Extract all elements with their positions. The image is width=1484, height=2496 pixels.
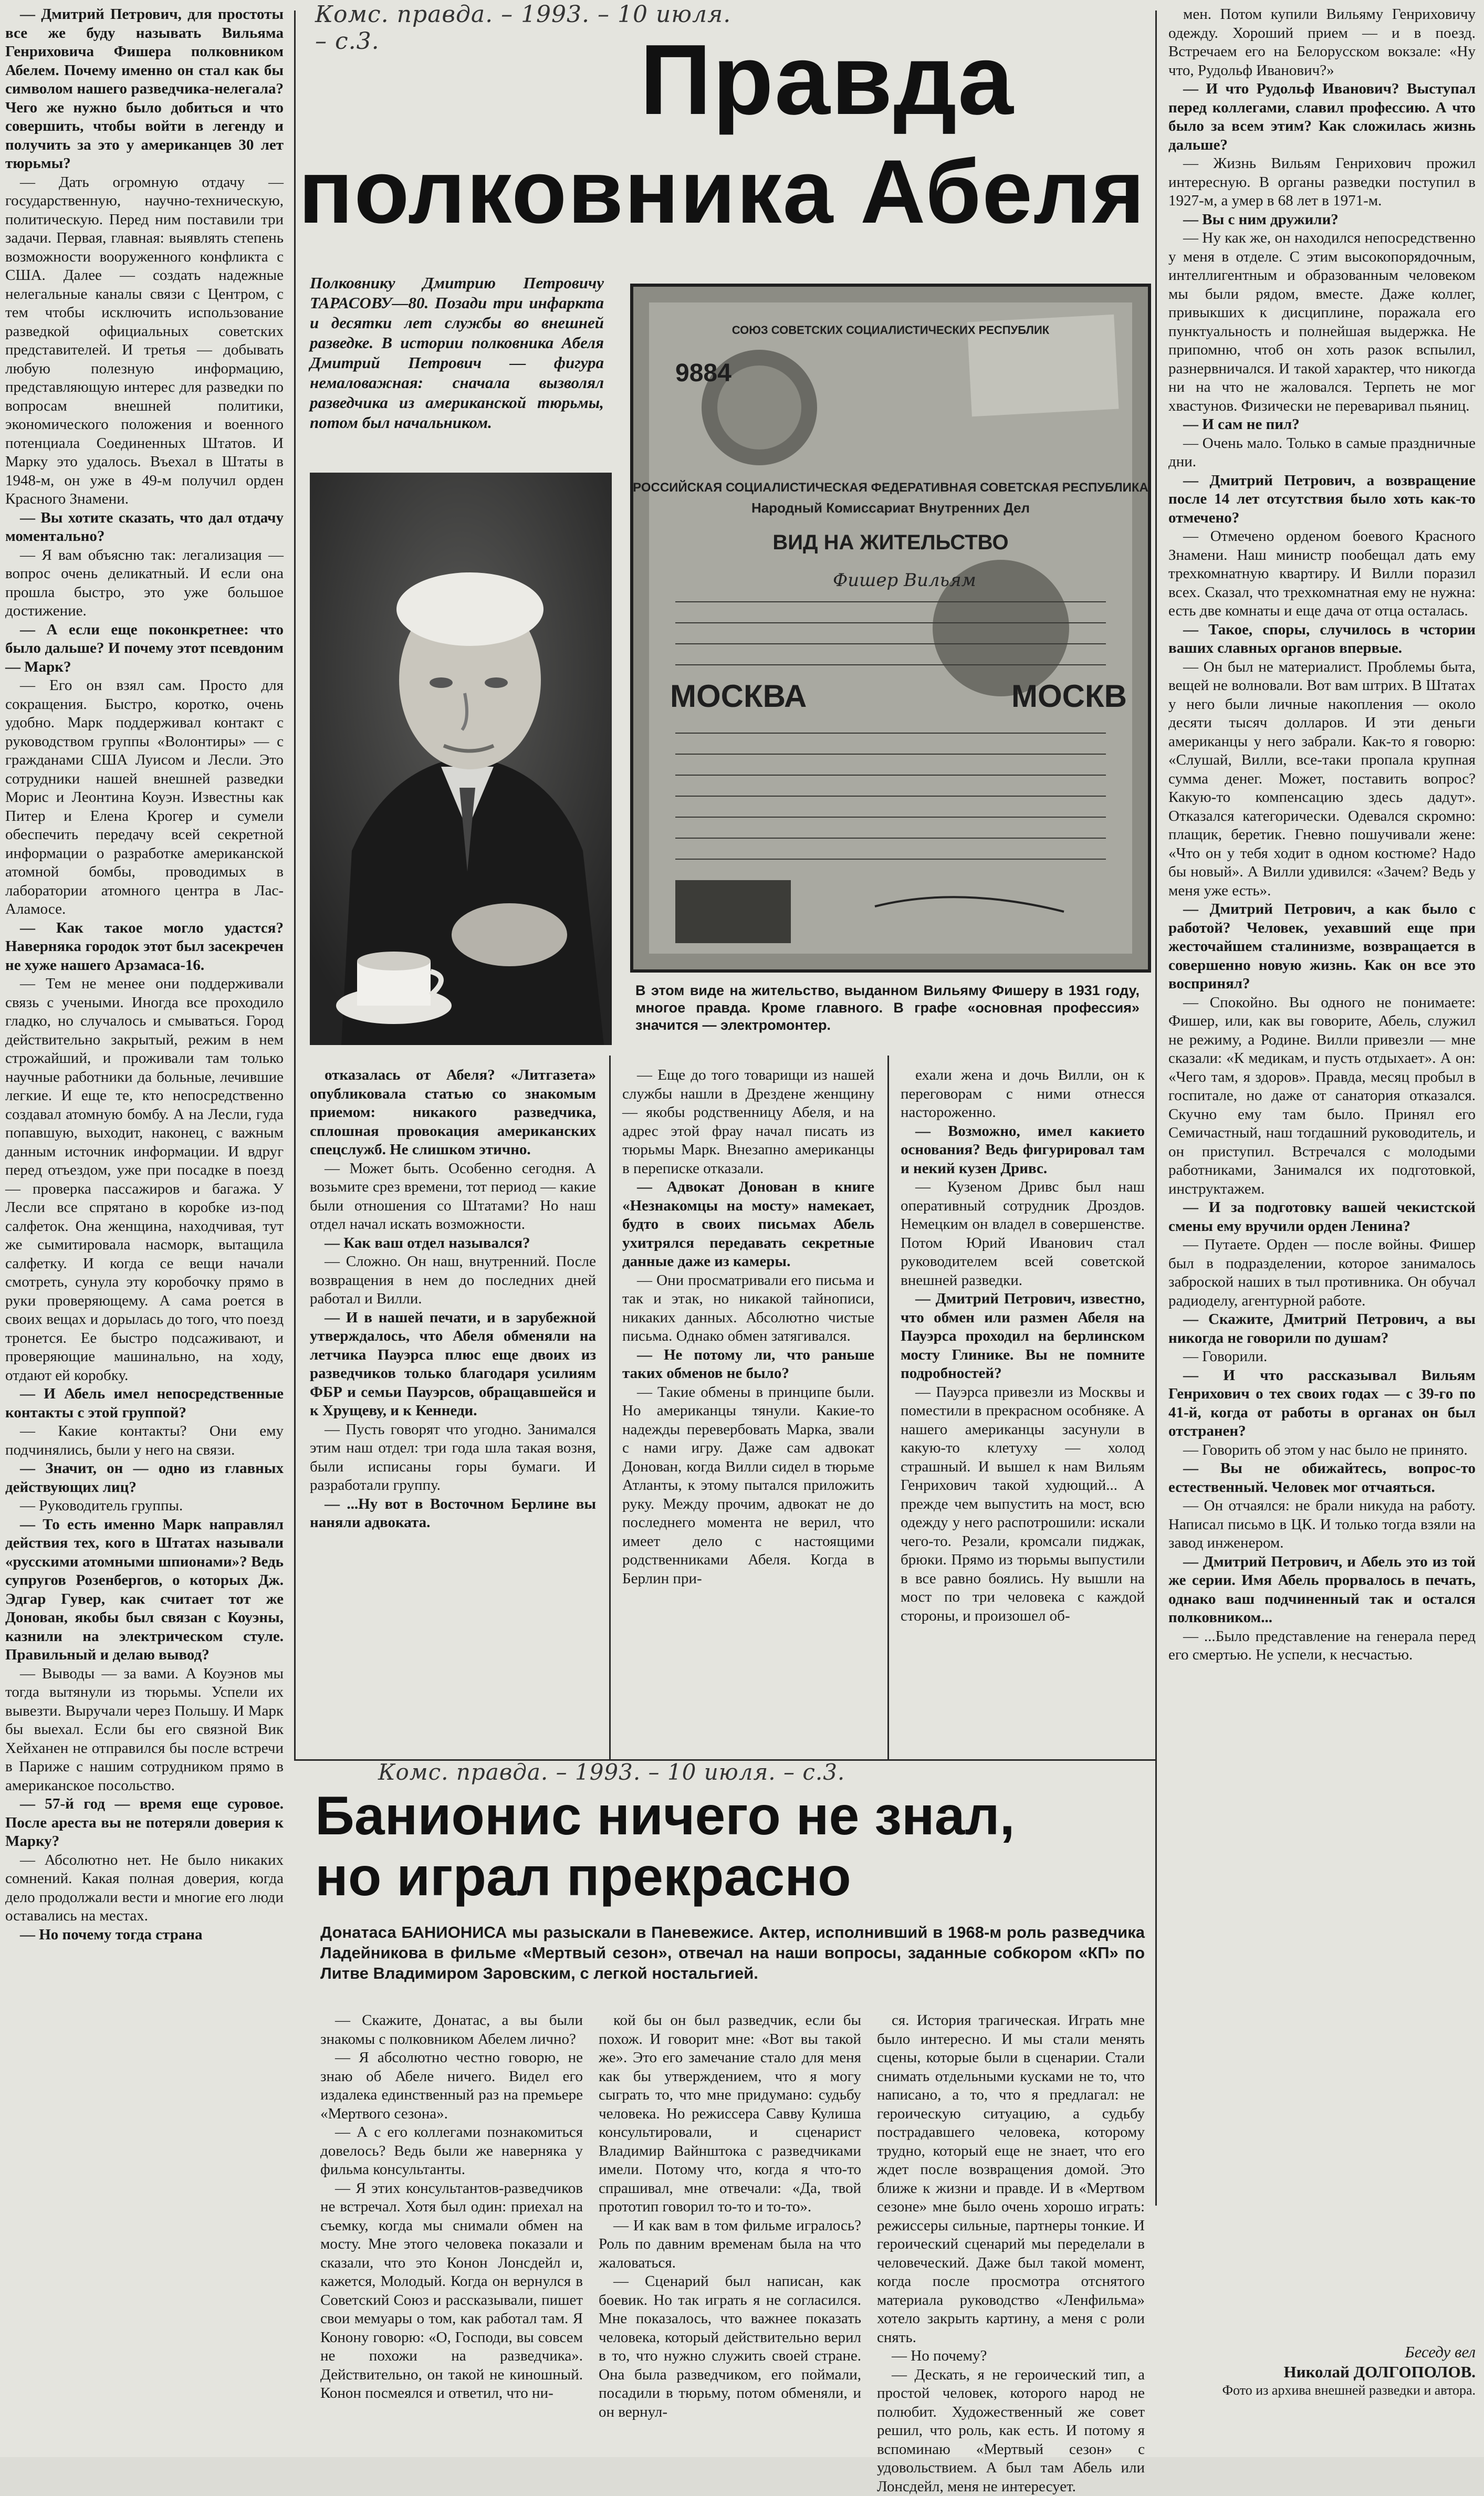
paragraph: — Пусть говорят что угодно. Занимался этим наш отдел: три года шла такая возня, были исписаны горы бумаги. И разработали группу. <box>310 1421 596 1495</box>
paragraph: — Как такое могло удастся? Наверняка городок этот был засекречен не хуже нашего Арзамаса-16. <box>5 919 284 975</box>
column-divider-3 <box>887 1056 889 1759</box>
paragraph: — И в нашей печати, и в зарубежной утверждалось, что Абеля обменяли на летчика Пауэрса плюс еще двоих из разведчиков только благодаря усилиям ФБР и семьи Пауэрсов, обращавшейся и к Хрущеву, и к Кеннеди. <box>310 1309 596 1421</box>
signature-line1: Беседу вел <box>1168 2342 1476 2362</box>
paragraph: — Пауэрса привезли из Москвы и поместили в прекрасном особняке. А нашего американцы засунули в какую-то клетуху — холод страшный. И вышел к нам Вильям Генрихович такой худющий... А прежде чем выпустить на мост, всю одежду у него распотрошили: искали чего-то. Резали, кромсали пиджак, брюки. Прямо из тюрьмы выпустили в все равно боялись. Ну вышли на мост по три человека с каждой стороны, и произошел об- <box>901 1383 1145 1626</box>
article2-column-1 <box>320 2011 583 2452</box>
paragraph: — Жизнь Вильям Генрихович прожил интересную. В органы разведки поступил в 1927-м, а умер в 68 лет в 1971-м. <box>1168 154 1476 211</box>
article1-column-2 <box>310 1066 596 1749</box>
paragraph: — Какие контакты? Они ему подчинялись, были у него на связи. <box>5 1422 284 1459</box>
article2-column-3 <box>877 2011 1145 2452</box>
paragraph: — Как ваш отдел назывался? <box>310 1234 596 1253</box>
paragraph: — Но почему тогда страна <box>5 1926 284 1945</box>
paragraph: — Может быть. Особенно сегодня. А возьмите срез времени, тот период — какие были отношения со Штатами? Но наш отдел начал искать возможности. <box>310 1160 596 1234</box>
article2-column-3-text <box>877 2011 1145 2496</box>
paragraph: — Сложно. Он наш, внутренний. После возвращения в нем до последних дней работал и Вилли. <box>310 1252 596 1309</box>
doc-city-text: МОСКВА <box>670 678 807 714</box>
column-1-text <box>5 5 284 1944</box>
article2-column-2 <box>599 2011 861 2452</box>
paragraph: — Руководитель группы. <box>5 1497 284 1516</box>
paragraph: — Дмитрий Петрович, и Абель это из той же серии. Имя Абель прорвалось в печать, однако ваш подчиненный так и остался полковником... <box>1168 1553 1476 1627</box>
paragraph: — Вы не обижайтесь, вопрос-то естественный. Человек мог отчаяться. <box>1168 1459 1476 1497</box>
column-2-text <box>310 1066 596 1532</box>
paragraph: — И за подготовку вашей чекистской смены ему вручили орден Ленина? <box>1168 1198 1476 1236</box>
paragraph: — Говорить об этом у нас было не принято. <box>1168 1441 1476 1460</box>
signature-line2: Николай ДОЛГОПОЛОВ. <box>1168 2362 1476 2382</box>
paragraph: — Говорили. <box>1168 1348 1476 1366</box>
author-signature <box>1168 2342 1476 2399</box>
article1-intro: Полковнику Дмитрию Петровичу ТАРАСОВУ—80. Позади три инфаркта и десятки лет службы во внешней разведке. В истории полковника Абеля Дмитрий Петрович — фигура немаловажная: сначала вызволял разведчика из американской тюрьмы, потом был начальником. <box>310 273 604 433</box>
paragraph: — Дмитрий Петрович, а возвращение после 14 лет отсутствия было хоть как-то отмечено? <box>1168 472 1476 528</box>
paragraph: — 57-й год — время еще суровое. После ареста вы не потеряли доверия к Марку? <box>5 1795 284 1851</box>
paragraph: — Не потому ли, что раньше таких обменов не было? <box>622 1346 874 1383</box>
doc-name-text: Фишер Вильям <box>833 570 976 591</box>
paragraph: — Дмитрий Петрович, известно, что обмен или размен Абеля на Пауэрса проходил на берлинском мосту Глинике. Вы не помните подробностей? <box>901 1290 1145 1383</box>
paragraph: — Спокойно. Вы одного не понимаете: Фишер, или, как вы говорите, Абель, служил не режиму, а Родине. Вилли привезли — мне сказали: «К медикам, и пусть отдыхает». А он: «Чего там, я здоров». Правда, месяц пробыл в госпитале, но даже от санатория отказался. Скучно ему там было. Принял его Семичастный, наш тогдашний руководитель, и он приступил. Встречался с молодыми работниками, Занимался их подготовкой, инструктажем. <box>1168 994 1476 1199</box>
paragraph: — Такое, споры, случилось в чстории ваших славных органов впервые. <box>1168 621 1476 658</box>
residence-permit-document <box>630 284 1151 973</box>
article2-column-1-text <box>320 2011 583 2403</box>
paragraph: — И сам не пил? <box>1168 415 1476 434</box>
paragraph: — Сценарий был написан, как боевик. Но так играть я не согласился. Мне показалось, что важнее показать человека, который действительно верил в то, что нужно служить своей стране. Она была разведчиком, его поймали, посадили в тюрьму, потом обменяли, и он вернул- <box>599 2272 861 2421</box>
portrait-photo <box>310 473 612 1045</box>
article2-headline-line2: но играл прекрасно <box>315 1846 1145 1907</box>
paragraph: — Дать огромную отдачу — государственную, научно-техническую, политическую. Перед ним поставили три задачи. Первая, главная: выявлять степень возможности вооруженного конфликта с США. Далее — создать надежные нелегальные каналы связи с Центром, с тем чтобы исключить использование разведкой официальных советских представителей. И третья — добывать любую полезную информацию, представляющую интерес для разведки по вопросам внешней политики, экономического положения и военного потенциала Соединенных Штатов. И Марку это удалось. Въехал в Штаты в 1948-м, он уже в 49-м получил орден Красного Знамени. <box>5 173 284 509</box>
paragraph: — И как вам в том фильме игралось? Роль по давним временам была на что жаловаться. <box>599 2217 861 2273</box>
handwritten-note-top: Комс. правда. – 1993. – 10 июля. – с.3. <box>315 1 746 55</box>
paragraph: — Выводы — за вами. А Коуэнов мы тогда вытянули из тюрьмы. Успели их вывезти. Выручали через Польшу. И Марк бы выехал. Если бы его связной Вик Хейханен не отправился бы после встречи в Париже с нашим сотрудником прямо в американское посольство. <box>5 1665 284 1795</box>
doc-union-text: СОЮЗ СОВЕТСКИХ СОЦИАЛИСТИЧЕСКИХ РЕСПУБЛИК <box>732 323 1050 337</box>
doc-republic-text: РОССИЙСКАЯ СОЦИАЛИСТИЧЕСКАЯ ФЕДЕРАТИВНАЯ СОВЕТСКАЯ РЕСПУБЛИКА <box>633 480 1148 495</box>
paragraph: — Абсолютно нет. Не было никаких сомнений. Какая полная доверия, когда дело продолжали вести и многие его люди оставались на местах. <box>5 1851 284 1926</box>
paragraph: — И что Рудольф Иванович? Выступал перед коллегами, славил профессию. А что было за всем этим? Как сложилась жизнь дальше? <box>1168 80 1476 154</box>
paragraph: — Я вам объясню так: легализация — вопрос очень деликатный. И если она прошла быстро, это уже большое достижение. <box>5 546 284 621</box>
paragraph: ся. История трагическая. Играть мне было интересно. И мы стали менять сцены, которые были в сценарии. Стали снимать отдельными кусками не то, что написано, а то, что я предлагал: не героическую ситуацию, а судьбу пострадавшего человека, которому трудно, который еще не знает, что его ждет после возвращения домой. Это ближе к жизни и правде. И в «Мертвом сезоне» мне было очень хорошо играть: режиссеры сильные, партнеры тонкие. И героический сценарий мы переделали в человеческий. Даже был такой момент, когда после просмотра отснятого материала руководство «Ленфильма» хотело закрыть картину, а меня с роли снять. <box>877 2011 1145 2347</box>
column-3-text <box>622 1066 874 1588</box>
paragraph: отказалась от Абеля? «Литгазета» опубликовала статью со знакомым приемом: никакого разведчика, сплошная провокация американских спецслужб. Не слишком этично. <box>310 1066 596 1160</box>
article2-headline-line1: Банионис ничего не знал, <box>315 1785 1145 1846</box>
article1-column-3 <box>622 1066 874 1749</box>
doc-commissariat-text: Народный Комиссариат Внутренних Дел <box>751 500 1030 516</box>
paragraph: — Я этих консультантов-разведчиков не встречал. Хотя был один: приехал на съемку, когда мы снимали обмен на мосту. Мне этого человека показали и сказали, что это Конон Лонсдейл и, кажется, Молодый. Когда он вернулся в Советский Союз и рассказывали, пишет свои мемуары о том, как работал там. Я Конону говорю: «О, Господи, вы совсем не похожи на разведчика». Действительно, он такой не киношный. Конон посмеялся и ответил, что ни- <box>320 2179 583 2403</box>
paragraph: — Дмитрий Петрович, а как было с работой? Человек, уехавший еще при жесточайшем сталинизме, возвращается в совершенно новую жизнь. Как он все это воспринял? <box>1168 900 1476 994</box>
paragraph: — Путаете. Орден — после войны. Фишер был в подразделении, которое занималось заброской наших в тыл противника. Он обучал радиоделу, агентурной работе. <box>1168 1236 1476 1310</box>
residence-permit-illustration <box>633 287 1148 969</box>
article1-column-1 <box>5 5 284 2452</box>
column-5-text <box>1168 5 1476 1665</box>
column-divider-1 <box>294 11 296 1759</box>
doc-city2-text: МОСКВ <box>1011 678 1127 714</box>
doc-number-text: 9884 <box>675 359 731 387</box>
column-4-text <box>901 1066 1145 1625</box>
paragraph: — Отмечено орденом боевого Красного Знамени. Наш министр пообещал дать ему трехкомнатную квартиру. И Вилли поразил всех. Сказал, что трехкомнатная ему не нужна: есть две комнаты и еще дача от отца осталась. <box>1168 527 1476 621</box>
paragraph: — Он был не материалист. Проблемы быта, вещей не волновали. Вот вам штрих. В Штатах у него были личные накопления — около десяти тысяч долларов. И эти деньги американцы у него забрали. Как-то я говорю: «Слушай, Вилли, все-таки пропала крупная сумма денег. Может, поставить вопрос? Какую-то компенсацию здесь дадут». Отказался категорически. Одевался скромно: плащик, беретик. Гневно пошучивали жене: «Что он у тебя ходит в одном костюме? Надо бы новый». А Вилли удивился: «Зачем? Ведь у меня уже есть». <box>1168 658 1476 901</box>
paragraph: — А с его коллегами познакомиться довелось? Ведь были же наверняка у фильма консультанты. <box>320 2123 583 2179</box>
paragraph: — И что рассказывал Вильям Генрихович о тех своих годах — с 39-го по 41-й, когда от работы в органах он был отстранен? <box>1168 1366 1476 1441</box>
paragraph: — Я абсолютно честно говорю, не знаю об Абеле ничего. Видел его издалека единственный раз на премьере «Мертвого сезона». <box>320 2049 583 2123</box>
paragraph: ехали жена и дочь Вилли, он к переговорам с ними отнесся настороженно. <box>901 1066 1145 1122</box>
article2-column-2-text <box>599 2011 861 2421</box>
paragraph: — Его он взял сам. Просто для сокращения. Быстро, коротко, очень удобно. Марк поддерживал контакт с руководством группы «Волонтиры» — с гражданами США Луисом и Лесли. Это сотрудники нашей внешней разведки Морис и Леонтина Коуэн. Известны как Питер и Елена Крогер и сумели обеспечить передачу всей секретной информации о разработке американской атомной бомбы, проводимых в лаборатории атомного центра в Лас-Аламосе. <box>5 676 284 919</box>
paragraph: — Ну как же, он находился непосредственно у меня в отделе. С этим высокопорядочным, интеллигентным и образованным человеком мы были рядом, вместе. Даже коллег, привыкших к дисциплине, поражала его пунктуальность и полнейшая выдержка. Не припомню, чтоб он хоть разок вспылил, разнервничался. И такой характер, что никогда ни на что не жаловался. Терпеть не мог хвастунов. Физически не переваривал пьяниц. <box>1168 229 1476 415</box>
paragraph: — Очень мало. Только в самые праздничные дни. <box>1168 434 1476 472</box>
portrait-illustration <box>310 473 612 1045</box>
paragraph: — Но почему? <box>877 2347 1145 2366</box>
paragraph: — Дескать, я не героический тип, а простой человек, которого народ не полюбит. Художественный же совет решил, что роль, как есть. И потому я вспоминаю «Мертвый сезон» с удовольствием. А был там Абель или Лонсдейл, меня не интересует. <box>877 2366 1145 2496</box>
paragraph: — Такие обмены в принципе были. Но американцы тянули. Какие-то надежды перевербовать Марка, звали с нами игру. Даже сам адвокат Донован, когда Вилли сидел в тюрьме Атланты, к этому пытался приложить руку. Между прочим, адвокат не до последнего момента не верил, что имеет дело с настоящими родственниками Абеля. Когда в Берлин при- <box>622 1383 874 1589</box>
paragraph: — Они просматривали его письма и так и этак, но никакой тайнописи, никаких данных. Абсолютно чистые письма. Однако обмен затягивался. <box>622 1271 874 1346</box>
article1-column-4 <box>901 1066 1145 1749</box>
paragraph: — То есть именно Марк направлял действия тех, кого в Штатах называли «русскими атомными шпионами»? Ведь супругов Розенбергов, о которых Дж. Эдгар Гувер, как считает тот же Донован, якобы был связан с Коуэны, казнили на электрическом стуле. Правильный и делаю вывод? <box>5 1516 284 1665</box>
paragraph: — Адвокат Донован в книге «Незнакомцы на мосту» намекает, будто в своих письмах Абель ухитрялся передавать секретные данные даже из камеры. <box>622 1178 874 1271</box>
paragraph: — Еще до того товарищи из нашей службы нашли в Дрездене женщину — якобы родственницу Абеля, и на адрес этой фрау начал писать из тюрьмы Марк. Внезапно американцы в переписке отказали. <box>622 1066 874 1178</box>
doc-title-text: ВИД НА ЖИТЕЛЬСТВО <box>772 531 1008 554</box>
article1-column-5 <box>1168 5 1476 2337</box>
column-divider-2 <box>1155 11 1157 2206</box>
paragraph: мен. Потом купили Вильяму Генриховичу одежду. Хороший прием — и в поезд. Встречаем его на Белорусском вокзале: «Ну что, Рудольф Иванович?» <box>1168 5 1476 80</box>
paragraph: — Значит, он — одно из главных действующих лиц? <box>5 1459 284 1497</box>
paragraph: — Он отчаялся: не брали никуда на работу. Написал письмо в ЦК. И только тогда взяли на завод инженером. <box>1168 1497 1476 1553</box>
paragraph: — Кузеном Дривс был наш оперативный сотрудник Дроздов. Немецким он владел в совершенстве. Потом Юрий Иванович стал руководителем всей советской внешней разведки. <box>901 1178 1145 1290</box>
paragraph: — Возможно, имел какието основания? Ведь фигурировал там и некий кузен Дривс. <box>901 1122 1145 1178</box>
article2-lead: Донатаса БАНИОНИСА мы разыскали в Паневежисе. Актер, исполнивший в 1968-м роль разведчика Ладейникова в фильме «Мертвый сезон», отвечал на наши вопросы, заданные собкором «КП» по Литве Владимиром Заровским, с легкой ностальгией. <box>320 1922 1145 1983</box>
paragraph: — Скажите, Дмитрий Петрович, а вы никогда не говорили по душам? <box>1168 1310 1476 1348</box>
article1-headline-line2: полковника Абеля <box>294 142 1150 242</box>
paragraph: — И Абель имел непосредственные контакты с этой группой? <box>5 1385 284 1422</box>
column-divider-4 <box>609 1056 611 1759</box>
document-caption: В этом виде на жительство, выданном Вильяму Фишеру в 1931 году, многое правда. Кроме главного. В графе «основная профессия» значится — электромонтер. <box>635 982 1140 1034</box>
paragraph: — ...Ну вот в Восточном Берлине вы наняли адвоката. <box>310 1495 596 1532</box>
paragraph: — Дмитрий Петрович, для простоты все же буду называть Вильяма Генриховича Фишера полковником Абелем. Почему именно он стал как бы символом нашего разведчика-нелегала? Чего же нужно было добиться и что совершить, чтобы войти в легенду и получить за это у американцев 30 лет тюрьмы? <box>5 5 284 173</box>
paragraph: — ...Было представление на генерала перед его смертью. Не успели, к несчастью. <box>1168 1627 1476 1665</box>
photo-credit: Фото из архива внешней разведки и автора. <box>1168 2382 1476 2399</box>
paragraph: — Тем не менее они поддерживали связь с учеными. Иногда все проходило гладко, но случалось и смываться. Город действительно закрытый, режим в нем строжайший, и проживали там только научные работники да больные, лечившие легкие. И еще те, кто непосредственно создавал атомную бомбу. А на Лесли, гуда попавшую, выходит, наконец, с важным данным источник информации. И вдруг перед отъездом, уже при посадке в поезд — проверка пассажиров и багажа. У Лесли все спрятано в коробке из-под салфеток. Она женщина, находчивая, тут же сымитировала насморк, вытащила салфетку. И когда се вещи начали смотреть, сунула эту коробочку прямо в руки проверяющему. А сама роется в своих вещах и дорылась до того, что поезд тронется. Ее быстро подсаживают, и проверяющие машинально, на ходу, отдают ей коробку. <box>5 975 284 1385</box>
paragraph: — Скажите, Донатас, а вы были знакомы с полковником Абелем лично? <box>320 2011 583 2049</box>
paragraph: — Вы хотите сказать, что дал отдачу моментально? <box>5 509 284 546</box>
paragraph: — Вы с ним дружили? <box>1168 211 1476 229</box>
handwritten-note-mid: Комс. правда. – 1993. – 10 июля. – с.3. <box>378 1759 851 1785</box>
paragraph: — А если еще поконкретнее: что было дальше? И почему этот псевдоним — Марк? <box>5 621 284 677</box>
article1-headline-line1: Правда <box>530 27 1124 132</box>
paragraph: кой бы он был разведчик, если бы похож. И говорит мне: «Вот вы такой же». Это его замечание стало для меня как бы утверждением, что я могу сыграть то, что мне придумано: судьбу человека. Но режиссера Савву Кулиша консультировали, и сценарист Владимир Вайнштока с разведчиками имели. Потому что, когда я что-то спрашивал, мне отвечали: «Да, твой прототип говорил то-то и то-то». <box>599 2011 861 2217</box>
